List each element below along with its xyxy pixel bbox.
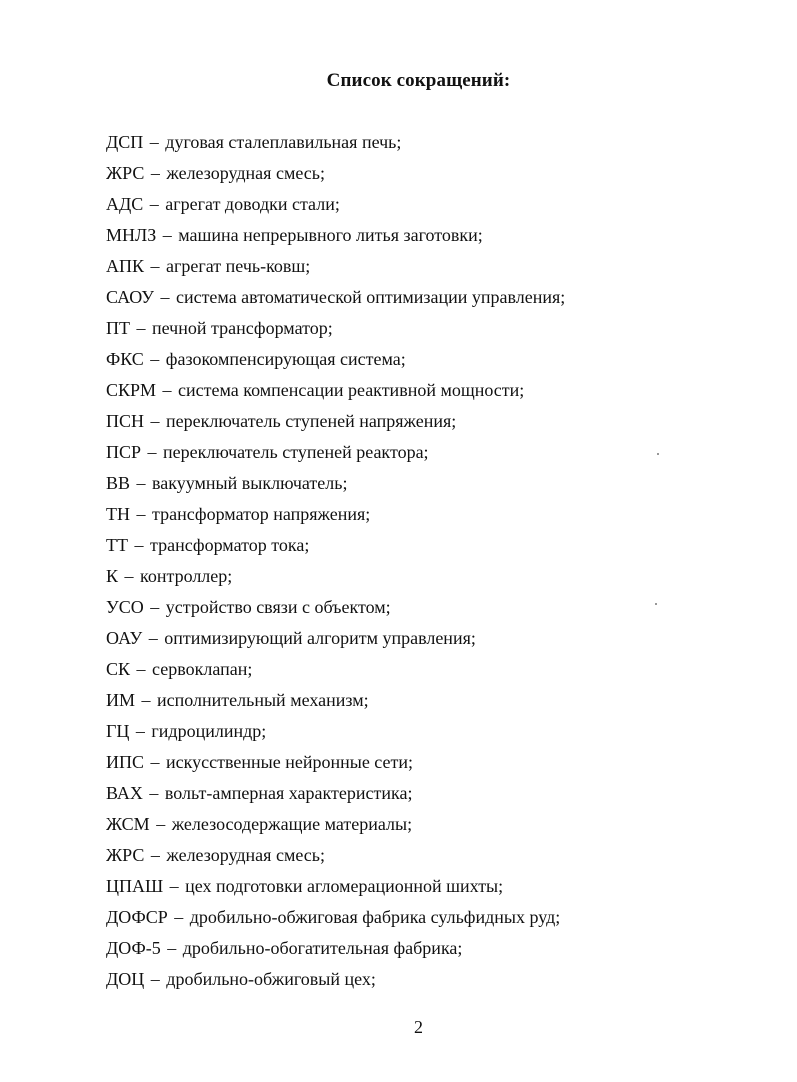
abbreviation-term: АПК (106, 256, 145, 276)
separator-dash: – (150, 845, 160, 865)
abbreviation-term: ДСП (106, 132, 144, 152)
list-item (106, 282, 746, 313)
separator-dash: – (150, 969, 160, 989)
abbreviation-term: УСО (106, 597, 144, 617)
list-item (106, 964, 746, 995)
abbreviation-definition: вольт-амперная характеристика; (164, 783, 413, 803)
list-item (106, 654, 746, 685)
abbreviation-term: ДОЦ (106, 969, 145, 989)
separator-dash: – (150, 256, 160, 276)
abbreviation-term: СКРМ (106, 380, 157, 400)
list-item (106, 871, 746, 902)
separator-dash: – (149, 194, 159, 214)
abbreviation-term: ДОФСР (106, 907, 168, 927)
abbreviation-definition: искусственные нейронные сети; (166, 752, 414, 772)
abbreviation-list (106, 127, 746, 995)
list-item (106, 747, 746, 778)
list-item (106, 468, 746, 499)
separator-dash: – (160, 287, 170, 307)
abbreviation-definition: переключатель ступеней напряжения; (166, 411, 457, 431)
list-item (106, 933, 746, 964)
separator-dash: – (150, 752, 160, 772)
abbreviation-definition: дробильно-обогатительная фабрика; (182, 938, 463, 958)
abbreviation-definition: дробильно-обжиговая фабрика сульфидных руд; (189, 907, 561, 927)
abbreviation-term: ИПС (106, 752, 145, 772)
separator-dash: – (141, 690, 151, 710)
abbreviation-term: ВВ (106, 473, 131, 493)
scan-speck (657, 453, 659, 455)
separator-dash: – (149, 783, 159, 803)
list-item (106, 561, 746, 592)
list-item (106, 623, 746, 654)
separator-dash: – (150, 411, 160, 431)
abbreviation-term: ЖРС (106, 845, 145, 865)
abbreviation-term: ТТ (106, 535, 128, 555)
separator-dash: – (149, 132, 159, 152)
abbreviation-definition: агрегат доводки стали; (165, 194, 340, 214)
list-item (106, 685, 746, 716)
list-item (106, 840, 746, 871)
abbreviation-definition: переключатель ступеней реактора; (163, 442, 429, 462)
separator-dash: – (135, 721, 145, 741)
list-item (106, 189, 746, 220)
abbreviation-definition: железорудная смесь; (166, 163, 325, 183)
abbreviation-definition: вакуумный выключатель; (152, 473, 348, 493)
separator-dash: – (169, 876, 179, 896)
abbreviation-definition: печной трансформатор; (152, 318, 333, 338)
separator-dash: – (136, 504, 146, 524)
abbreviation-term: ВАХ (106, 783, 143, 803)
abbreviation-definition: дуговая сталеплавильная печь; (165, 132, 402, 152)
abbreviation-term: ФКС (106, 349, 144, 369)
separator-dash: – (174, 907, 184, 927)
list-item (106, 902, 746, 933)
abbreviation-definition: железорудная смесь; (166, 845, 325, 865)
separator-dash: – (124, 566, 134, 586)
abbreviation-definition: трансформатор напряжения; (152, 504, 371, 524)
abbreviation-definition: оптимизирующий алгоритм управления; (164, 628, 476, 648)
list-item (106, 437, 746, 468)
abbreviation-term: ИМ (106, 690, 136, 710)
abbreviation-term: АДС (106, 194, 144, 214)
list-item (106, 716, 746, 747)
abbreviation-term: ОАУ (106, 628, 143, 648)
abbreviation-definition: система компенсации реактивной мощности; (178, 380, 525, 400)
abbreviation-definition: фазокомпенсирующая система; (165, 349, 406, 369)
scan-speck (655, 603, 657, 605)
abbreviation-definition: контроллер; (140, 566, 233, 586)
abbreviation-definition: сервоклапан; (152, 659, 253, 679)
list-item (106, 375, 746, 406)
abbreviation-term: ЖРС (106, 163, 145, 183)
separator-dash: – (136, 473, 146, 493)
abbreviation-term: МНЛЗ (106, 225, 157, 245)
abbreviation-definition: гидроцилиндр; (151, 721, 267, 741)
list-item (106, 127, 746, 158)
separator-dash: – (136, 659, 146, 679)
abbreviation-definition: агрегат печь-ковш; (166, 256, 311, 276)
list-item (106, 406, 746, 437)
list-item (106, 313, 746, 344)
abbreviation-definition: трансформатор тока; (150, 535, 310, 555)
abbreviation-definition: железосодержащие материалы; (171, 814, 413, 834)
list-item (106, 530, 746, 561)
separator-dash: – (162, 225, 172, 245)
list-item (106, 344, 746, 375)
separator-dash: – (147, 442, 157, 462)
abbreviation-term: ЖСМ (106, 814, 150, 834)
abbreviation-term: ПТ (106, 318, 130, 338)
abbreviation-term: К (106, 566, 119, 586)
separator-dash: – (162, 380, 172, 400)
list-item (106, 809, 746, 840)
list-item (106, 220, 746, 251)
separator-dash: – (156, 814, 166, 834)
abbreviation-definition: исполнительный механизм; (157, 690, 369, 710)
abbreviation-term: ГЦ (106, 721, 130, 741)
list-item (106, 158, 746, 189)
separator-dash: – (136, 318, 146, 338)
list-item (106, 592, 746, 623)
abbreviation-definition: устройство связи с объектом; (165, 597, 391, 617)
abbreviation-definition: система автоматической оптимизации управления; (175, 287, 566, 307)
abbreviation-term: ДОФ-5 (106, 938, 161, 958)
separator-dash: – (150, 349, 160, 369)
list-item (106, 778, 746, 809)
list-item (106, 499, 746, 530)
separator-dash: – (167, 938, 177, 958)
abbreviation-term: ПСР (106, 442, 142, 462)
separator-dash: – (150, 597, 160, 617)
abbreviation-definition: дробильно-обжиговый цех; (166, 969, 376, 989)
separator-dash: – (134, 535, 144, 555)
separator-dash: – (150, 163, 160, 183)
page-number: 2 (414, 1017, 423, 1037)
abbreviation-definition: цех подготовки агломерационной шихты; (185, 876, 504, 896)
abbreviation-term: ЦПАШ (106, 876, 164, 896)
separator-dash: – (148, 628, 158, 648)
page-title: Список сокращений: (326, 70, 511, 91)
abbreviation-term: САОУ (106, 287, 154, 307)
abbreviation-term: ПСН (106, 411, 145, 431)
abbreviation-term: ТН (106, 504, 130, 524)
list-item (106, 251, 746, 282)
abbreviation-definition: машина непрерывного литья заготовки; (178, 225, 483, 245)
abbreviation-term: СК (106, 659, 131, 679)
